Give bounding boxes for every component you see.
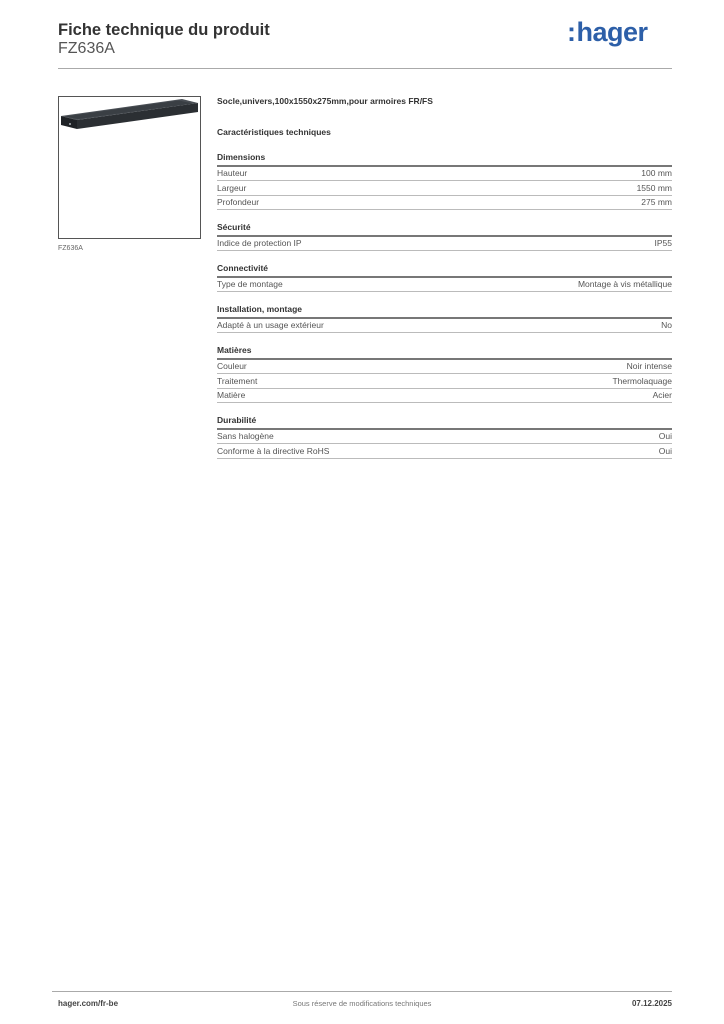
- spec-value: Noir intense: [626, 361, 672, 372]
- spec-label: Adapté à un usage extérieur: [217, 320, 324, 331]
- section-title: Durabilité: [217, 415, 257, 425]
- image-caption: FZ636A: [58, 245, 83, 252]
- socle-bolt: [69, 123, 71, 125]
- spec-row: [217, 319, 672, 334]
- spec-value: 100 mm: [641, 168, 672, 179]
- footer-website-link[interactable]: hager.com/fr-be: [58, 999, 119, 1008]
- spec-row: [217, 360, 672, 375]
- spec-row: [217, 389, 672, 404]
- section-durabilite: [217, 415, 672, 459]
- spec-label: Indice de protection IP: [217, 238, 302, 249]
- spec-content: [217, 96, 672, 459]
- spec-label: Largeur: [217, 182, 247, 193]
- footer-divider: [52, 991, 672, 992]
- spec-label: Conforme à la directive RoHS: [217, 445, 330, 456]
- spec-row: [217, 374, 672, 389]
- hager-logo: :hager: [567, 17, 648, 47]
- spec-label: Type de montage: [217, 279, 283, 290]
- spec-value: 1550 mm: [636, 182, 672, 193]
- spec-value: Montage à vis métallique: [577, 279, 672, 290]
- section-securite: [217, 222, 672, 251]
- spec-label: Traitement: [217, 375, 258, 386]
- spec-row: [217, 430, 672, 445]
- spec-row: [217, 196, 672, 211]
- spec-value: Thermolaquage: [612, 375, 672, 386]
- section-matieres: [217, 345, 672, 403]
- page-title: Fiche technique du produit: [58, 21, 270, 39]
- spec-row: [217, 167, 672, 182]
- section-title: Sécurité: [217, 222, 251, 232]
- section-connectivite: [217, 263, 672, 292]
- spec-label: Hauteur: [217, 168, 248, 179]
- spec-value: Oui: [658, 445, 672, 456]
- section-title: Installation, montage: [217, 304, 303, 314]
- socle-illustration: [59, 97, 200, 238]
- header-divider: [58, 68, 672, 69]
- spec-row: [217, 181, 672, 196]
- section-installation: [217, 304, 672, 333]
- spec-value: IP55: [654, 238, 672, 249]
- spec-label: Couleur: [217, 361, 247, 372]
- section-title: Connectivité: [217, 263, 269, 273]
- section-dimensions: [217, 152, 672, 210]
- product-description: Socle,univers,100x1550x275mm,pour armoires FR/FS: [217, 96, 433, 106]
- spec-row: [217, 444, 672, 459]
- section-title: Matières: [217, 345, 252, 355]
- spec-value: Acier: [652, 390, 672, 401]
- footer-date: 07.12.2025: [631, 999, 672, 1008]
- spec-value: No: [661, 320, 672, 331]
- tech-heading: Caractéristiques techniques: [217, 127, 331, 137]
- section-title: Dimensions: [217, 152, 266, 162]
- spec-value: Oui: [658, 431, 672, 442]
- product-code: FZ636A: [58, 40, 115, 57]
- spec-row: [217, 278, 672, 293]
- spec-row: [217, 237, 672, 252]
- logo-text: hager: [576, 17, 648, 47]
- spec-label: Sans halogène: [217, 431, 274, 442]
- spec-label: Matière: [217, 390, 246, 401]
- spec-label: Profondeur: [217, 197, 260, 208]
- spec-value: 275 mm: [641, 197, 672, 208]
- product-image: [58, 96, 201, 239]
- footer-disclaimer: Sous réserve de modifications techniques: [292, 999, 432, 1008]
